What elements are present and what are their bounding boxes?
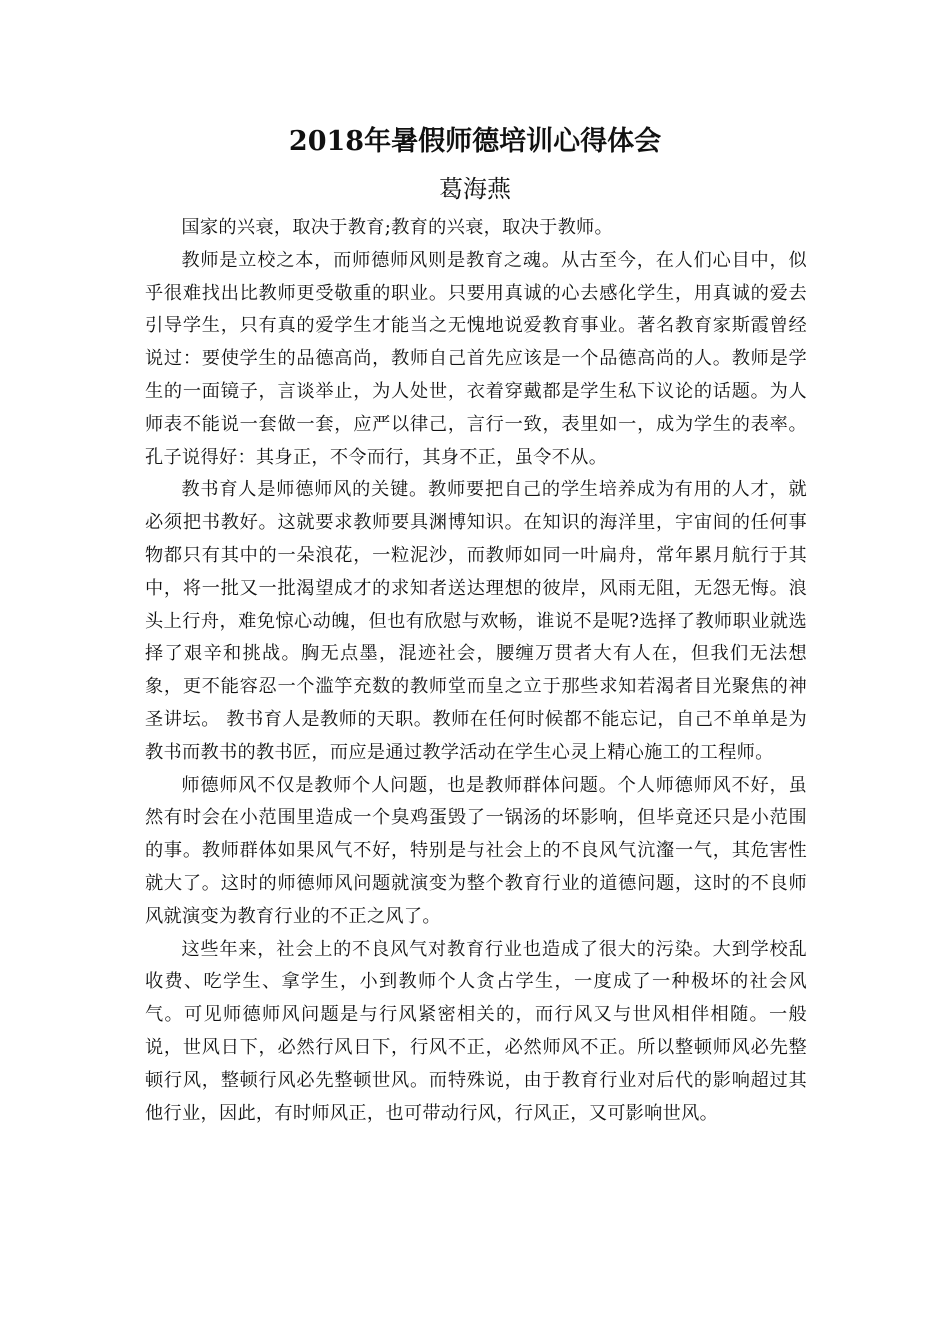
paragraph: 教书育人是师德师风的关键。教师要把自己的学生培养成为有用的人才，就必须把书教好。这就要求教师要具渊博知识。在知识的海洋里，宇宙间的任何事物都只有其中的一朵浪花，一粒泥沙，而教师如同一叶扁舟，常年累月航行于其中，将一批又一批渴望成才的求知者送达理想的彼岸，风雨无阻，无怨无悔。浪头上行舟，难免惊心动魄，但也有欣慰与欢畅，谁说不是呢?选择了教师职业就选择了艰辛和挑战。胸无点墨，混迹社会，腰缠万贯者大有人在，但我们无法想象，更不能容忍一个滥竽充数的教师堂而皇之立于那些求知若渴者目光聚焦的神圣讲坛。 教书育人是教师的天职。教师在任何时候都不能忘记，自己不单单是为教书而教书的教书匠，而应是通过教学活动在学生心灵上精心施工的工程师。	[145, 479, 807, 763]
document-title: 2018年暑假师德培训心得体会	[288, 126, 662, 157]
paragraph: 教师是立校之本，而师德师风则是教育之魂。从古至今，在人们心目中，似乎很难找出比教师更受敬重的职业。只要用真诚的心去感化学生，用真诚的爱去引导学生，只有真的爱学生才能当之无愧地说爱教育事业。著名教育家斯霞曾经说过：要使学生的品德高尚，教师自己首先应该是一个品德高尚的人。教师是学生的一面镜子，言谈举止，为人处世，衣着穿戴都是学生私下议论的话题。为人师表不能说一套做一套，应严以律己，言行一致，表里如一，成为学生的表率。孔子说得好：其身正，不令而行，其身不正，虽令不从。	[145, 249, 807, 468]
paragraph: 师德师风不仅是教师个人问题，也是教师群体问题。个人师德师风不好，虽然有时会在小范围里造成一个臭鸡蛋毁了一锅汤的坏影响，但毕竟还只是小范围的事。教师群体如果风气不好，特别是与社会上的不良风气沆瀣一气，其危害性就大了。这时的师德师风问题就演变为整个教育行业的道德问题，这时的不良师风就演变为教育行业的不正之风了。	[145, 774, 807, 927]
paragraph: 这些年来，社会上的不良风气对教育行业也造成了很大的污染。大到学校乱收费、吃学生、拿学生，小到教师个人贪占学生，一度成了一种极坏的社会风气。可见师德师风问题是与行风紧密相关的，而行风又与世风相伴相随。一般说，世风日下，必然行风日下，行风不正，必然师风不正。所以整顿师风必先整顿行风，整顿行风必先整顿世风。而特殊说，由于教育行业对后代的影响超过其他行业，因此，有时师风正，也可带动行风，行风正，又可影响世风。	[145, 938, 807, 1124]
document-author: 葛海燕	[439, 175, 511, 203]
document-body	[145, 212, 807, 1130]
paragraph: 国家的兴衰，取决于教育;教育的兴衰，取决于教师。	[181, 217, 614, 238]
